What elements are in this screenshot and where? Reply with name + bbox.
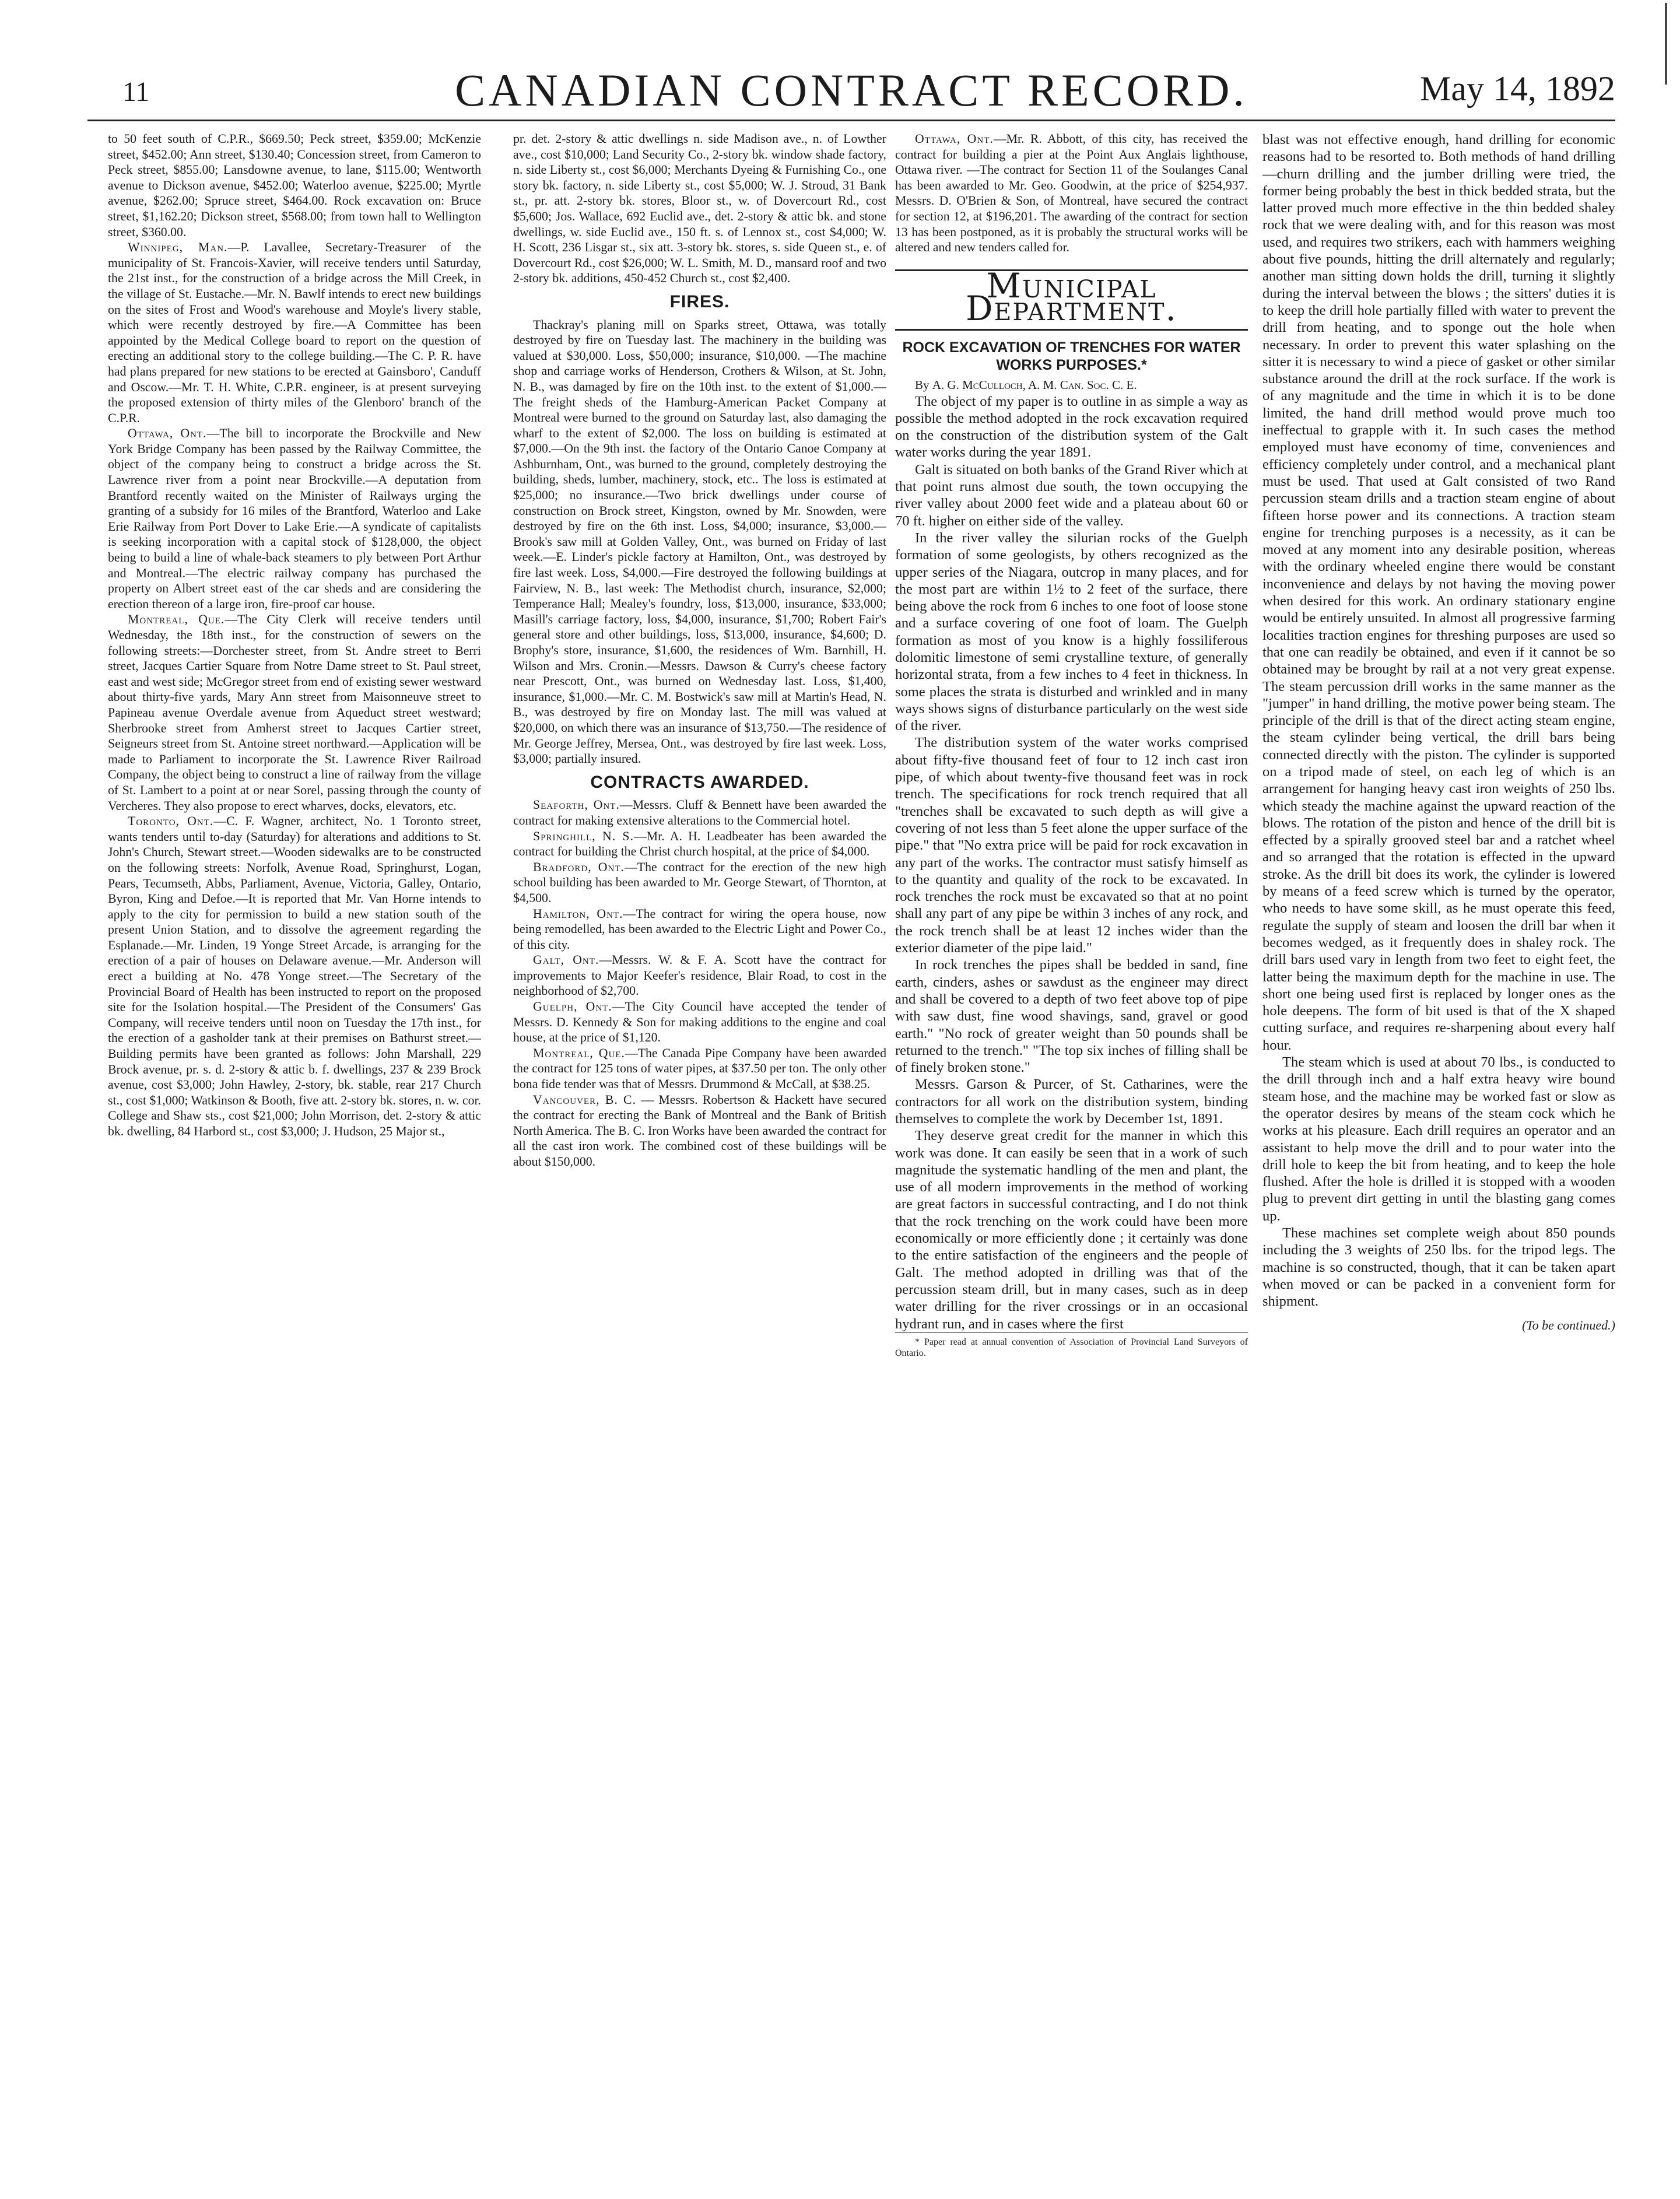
item-place: Galt, Ont. (533, 953, 599, 967)
article-body (895, 393, 1248, 1332)
article-paragraph: In the river valley the silurian rocks of the Guelph formation of some geologists, by others recognized as the upper series of the Niagara, outcrop in many places, and for the most part are within 1½ to 2 feet of the surface, there being above the rock from 6 inches to one foot of loose stone and a surface covering of one foot of loam. The Guelph formation as most of you know is a highly fossiliferous dolomitic limestone of semi crystalline texture, of generally horizontal strata, from a few inches to 4 feet in thickness. In some places the strata is disturbed and wrinkled and in many ways shows signs of disturbance particularly on the west side of the river. (895, 529, 1248, 734)
award-item (513, 797, 886, 828)
article-title: ROCK EXCAVATION OF TRENCHES FOR WATER WORKS PURPOSES.* (902, 339, 1241, 373)
article-paragraph: blast was not effective enough, hand drilling for economic reasons had to be resorted to. Both methods of hand drilling—churn drilling and the jumber drilling were tried, the former being probably the best in thick bedded strata, but the latter proved much more effective in the thin bedded shaley rock that we were dealing with, and for this reason was most used, and requires two strikers, each with hammers weighing about five pounds, hitting the drill alternately and regularly; another man sitting down holds the drill, turning it slightly during the interval between the blows ; the sitters' duties it is to keep the drill hole partially filled with water to prevent the drill from heating, and to sponge out the hole when necessary. In order to prevent this water splashing on the sitter it is necessary to wind a piece of gasket or other similar substance around the drill at the rock surface. If the work is of any magnitude and the time in which it is to be done limited, the hand drill method would prove much too ineffectual to grapple with it. In such cases the method employed must have economy of time, conveniences and efficiency completely under control, and a mechanical plant must be used. That used at Galt consisted of two Rand percussion steam drills and a traction steam engine of about fifteen horse power and its connections. A traction steam engine for trenching purposes is a necessity, as it can be moved at any moment into any desirable position, whereas with the ordinary wheeled engine there would be constant inconvenience and delays by not having the moving power when desired for this work. An ordinary stationary engine would be entirely unsuited. In almost all progressive farming localities traction engines for threshing purposes are used so that one can readily be obtained, and even if it cannot be so obtained may be brought by rail at a not very great expense. The steam percussion drill works in the same manner as the "jumper" in hand drilling, the motive power being steam. The principle of the drill is that of the direct acting steam engine, the steam cylinder being vertical, the drill bars being connected directly with the piston. The cylinder is supported on a tripod made of steel, on each leg of which is an arrangement for hanging heavy cast iron weights of 250 lbs. which steady the machine against the upward reaction of the blows. The rotation of the piston and hence of the drill bit is effected by a spirally grooved steel bar and a ratchet wheel and so arranged that the rotation is effected in the upward stroke. As the drill bit does its work, the cylinder is lowered by means of a feed screw which is turned by the operator, who needs to have some skill, as he must operate this feed, regulate the supply of steam and loosen the drill bar when it becomes wedged, as it frequently does in shaley rock. The drill bars used vary in length from two feet to eight feet, the latter being the maximum depth for the machine in use. The short one being used first is replaced by longer ones as the hole deepens. The form of bit used is that of the X shaped cutting surface, and requires re-sharpening about every half hour. (1262, 132, 1615, 1053)
item-place: Montreal, Que. (533, 1046, 625, 1060)
item-text: — Messrs. Robertson & Hackett have secured the contract for erecting the Bank of Montreal and the Bank of British North America. The B. C. Iron Works have been awarded the contract for all the cast iron work. The combined cost of these buildings will be about $150,000. (513, 1092, 886, 1169)
award-item (513, 829, 886, 860)
page-header (87, 64, 1615, 117)
article-paragraph: The object of my paper is to outline in as simple a way as possible the method adopted in the rock excavation required on the construction of the distribution system of the Galt water works during the year 1891. (895, 393, 1248, 461)
item-place: Springhill, N. S. (533, 829, 634, 843)
award-item (513, 952, 886, 999)
municipal-department-banner (895, 265, 1248, 331)
item-place: Seaforth, Ont. (533, 798, 620, 812)
fires-text: Thackray's planing mill on Sparks street, Ottawa, was totally destroyed by fire on Tuesday last. The machinery in the building was valued at $30,000. Loss, $50,000; insurance, $10,000. —The machine shop and carriage works of Henderson, Crothers & Wilson, at St. John, N. B., was damaged by fire on the 10th inst. to the extent of $1,000.—The freight sheds of the Hamburg-American Packet Company at Montreal were burned to the ground on Saturday last, also damaging the wharf to the extent of $2,000. The loss on building is estimated at $7,000.—On the 9th inst. the factory of the Ontario Canoe Company at Ashburnham, Ont., was burned to the ground, completely destroying the building, sheds, lumber, machinery, stock, etc.. The loss is estimated at $25,000; no insurance.—Two brick dwellings under course of construction on Brock street, Kingston, owned by Mr. Snowden, were destroyed by fire on the 6th inst. Loss, $4,000; insurance, $3,000.—Brook's saw mill at Golden Valley, Ont., was burned on Friday of last week.—E. Linder's pickle factory at Hamilton, Ont., was destroyed by fire last week. Loss, $4,000.—Fire destroyed the following buildings at Fairview, N. B., last week: The Methodist church, insurance, $2,000; Temperance Hall; Mealey's foundry, loss, $13,000, insurance, $33,000; Masill's carriage factory, loss, $4,000, insurance, $1,700; Robert Fair's general store and other buildings, loss, $13,000, insurance, $4,600; D. Brophy's store, insurance, $1,600, the residences of Wm. Barnhill, H. Wilson and Mrs. Cronin.—Messrs. Dawson & Curry's cheese factory near Prescott, Ont., was burned on Wednesday last. Loss, $1,400, insurance, $1,000.—Mr. C. M. Bostwick's saw mill at Martin's Head, N. B., was destroyed by fire on Monday last. The mill was valued at $20,000, on which there was an insurance of $13,750.—The residence of Mr. George Jeffrey, Mersea, Ont., was destroyed by fire last week. Loss, $3,000; partially insured. (513, 317, 886, 766)
news-item (108, 240, 481, 426)
item-text: —Mr. A. H. Leadbeater has been awarded the contract for building the Christ church hospital, at the price of $4,000. (513, 829, 886, 859)
masthead-title: CANADIAN CONTRACT RECORD. (455, 65, 1248, 115)
item-text: to 50 feet south of C.P.R., $669.50; Peck street, $359.00; McKenzie street, $452.00; Ann street, $130.40; Concession street, from Cameron to Peck street, $855.00; Lansdowne avenue, to lane, $115.00; Wentworth avenue to Dickson avenue, $452.00; Waterloo avenue, $225.00; Myrtle avenue, $262.00; Spruce street, $464.00. Rock excavation on: Bruce street, $1,162.20; Dickson street, $568.00; from town hall to Wellington street, $360.00. (108, 132, 481, 239)
item-text: —Mr. R. Abbott, of this city, has received the contract for building a pier at the Point Aux Anglais lighthouse, Ottawa river. —The contract for Section 11 of the Soulanges Canal has been awarded to Mr. Geo. Goodwin, at the price of $254,937. Messrs. D. O'Brien & Son, of Montreal, have secured the contract for section 12, at $196,201. The awarding of the contract for section 13 has been postponed, as it is probably the structural works will be altered and new tenders called for. (895, 132, 1248, 255)
column-1 (108, 131, 481, 2143)
municipal-department-heading: Municipal Department. (966, 265, 1177, 329)
item-place: Vancouver, B. C. (533, 1092, 637, 1107)
item-place: Bradford, Ont. (533, 860, 625, 874)
news-item (108, 131, 481, 240)
news-item: pr. det. 2-story & attic dwellings n. side Madison ave., n. of Lowther ave., cost $10,000; Land Security Co., 2-story bk. window shade factory, n. side Liberty st., cost $6,000; Merchants Dyeing & Furnishing Co., one story bk. factory, n. side Liberty st., cost $5,000; W. J. Stroud, 31 Bank st., pr. att. 2-story bk. stores, Bloor st., w. of Dovercourt Rd., cost $5,600; Jos. Wallace, 692 Euclid ave., det. 2-story & attic bk. and stone dwellings, w. side Euclid ave., 150 ft. s. of Lennox st., cost $4,000; W. H. Scott, 236 Lisgar st., six att. 3-story bk. stores, s. side Queen st., e. of Dovercourt Rd., cost $26,000; W. L. Smith, M. D., mansard roof and two 2-story bk. additions, 450-452 Church st., cost $2,400. (513, 132, 886, 286)
byline-prefix: By (915, 377, 930, 392)
news-item (108, 612, 481, 813)
column-2 (513, 131, 886, 2143)
item-place: Winnipeg, Man. (128, 240, 228, 255)
article-paragraph: Messrs. Garson & Purcer, of St. Catharines, were the contractors for all work on the distribution system, binding themselves to complete the work by December 1st, 1891. (895, 1076, 1248, 1127)
page-number: 11 (122, 76, 150, 107)
item-place: Ottawa, Ont. (128, 426, 207, 441)
article-byline (895, 377, 1248, 393)
award-item (513, 1092, 886, 1170)
item-text: —The City Council have accepted the tender of Messrs. D. Kennedy & Son for making additions to the engine and coal house, at the price of $1,120. (513, 999, 886, 1045)
item-text: —C. F. Wagner, architect, No. 1 Toronto street, wants tenders until to-day (Saturday) for alterations and additions to St. John's Church, Stewart street.—Wooden sidewalks are to be constructed on the following streets: Norfolk, Avenue Road, Springhurst, Logan, Pears, Tecumseth, Abbs, Parliament, Avenue, Victoria, Galley, Ontario, Byron, King and Defoe.—It is reported that Mr. Van Horne intends to apply to the city for permission to build a new station south of the present Union Station, and to dissolve the agreement regarding the Esplanade.—Mr. Linden, 19 Yonge Street Arcade, is arranging for the erection of a pair of houses on Delaware avenue.—Mr. Anderson will erect a building at No. 478 Yonge street.—The Secretary of the Provincial Board of Health has been instructed to report on the proposed site for the Isolation hospital.—The President of the Consumers' Gas Company, will receive tenders until noon on Tuesday the 17th inst., for the erection of a gasholder tank at their premises on Bathurst street.—Building permits have been granted as follows: John Marshall, 229 Brock avenue, pr. s. d. 2-story & attic b. f. dwellings, 237 & 239 Brock avenue, cost $3,000; John Hawley, 2-story, bk. stable, rear 217 Church st., cost $1,000; Watkinson & Booth, five att. 2-story bk. stores, n. w. cor. College and Shaw sts., cost $21,000; John Morrison, det. 2-story & attic bk. dwelling, 84 Harbord st., cost $3,000; J. Hudson, 25 Major st., (108, 814, 481, 1138)
award-item (513, 999, 886, 1046)
item-place: Guelph, Ont. (533, 999, 612, 1014)
contracts-awarded-heading: CONTRACTS AWARDED. (590, 772, 809, 792)
article-paragraph: They deserve great credit for the manner in which this work was done. It can easily be seen that in a work of such magnitude the systematic handling of the men and plant, the use of all modern improvements in the method of working are great factors in successful contracting, and I do not think that the rock trenching on the work could have been more economically or more efficiently done ; it certainly was done to the entire satisfaction of the engineers and the people of Galt. The method adopted in drilling was that of the percussion steam drill, but in many cases, such as in deep water drilling for the river crossings or in an occasional hydrant run, and in cases where the first (895, 1128, 1248, 1332)
article-paragraph: These machines set complete weigh about 850 pounds including the 3 weights of 250 lbs. for the tripod legs. The machine is so constructed, though, that it can be taken apart when moved or can be packed in a convenient form for shipment. (1262, 1225, 1615, 1310)
fires-heading: FIRES. (669, 292, 730, 311)
article-paragraph: Galt is situated on both banks of the Grand River which at that point runs almost due south, the town occupying the river valley about 2000 feet wide and a plateau about 60 or 70 ft. higher on either side of the valley. (895, 461, 1248, 529)
item-text: —The Canada Pipe Company have been awarded the contract for 125 tons of water pipes, at $37.50 per ton. The only other bona fide tender was that of Messrs. Drummond & McCall, at $38.25. (513, 1046, 886, 1092)
award-item (513, 906, 886, 953)
article-footnote: * Paper read at annual convention of Association of Provincial Land Surveyors of Ontario. (895, 1332, 1248, 1359)
to-be-continued: (To be continued.) (1522, 1318, 1615, 1333)
item-place: Ottawa, Ont. (915, 132, 994, 146)
publication-date: May 14, 1892 (1420, 69, 1615, 108)
column-3 (895, 131, 1248, 2143)
header-rule (87, 120, 1615, 121)
item-place: Hamilton, Ont. (533, 906, 623, 921)
item-text: —The City Clerk will receive tenders until Wednesday, the 18th inst., for the construction of sewers on the following streets:—Dorchester street, from St. Andre street to Berri street, Jacques Cartier Square from Notre Dame street to St. Paul street, east and west side; McGregor street from end of existing sewer westward about thirty-five yards, Mary Ann street from Maisonneuve street to Papineau avenue Overdale avenue from Aqueduct street westward; Sherbrooke street from Amherst street to Jacques Cartier street, Seigneurs street from St. Antoine street northward.—Application will be made to Parliament to incorporate the St. Lawrence River Railroad Company, the object being to construct a line of railway from the village of St. Lambert to a point at or near Sorel, passing through the county of Vercheres. They also propose to erect wharves, docks, elevators, etc. (108, 612, 481, 813)
item-text: —Messrs. W. & F. A. Scott have the contract for improvements to Major Keefer's residence, Blair Road, to cost in the neighborhood of $2,700. (513, 953, 886, 998)
item-place: Montreal, Que. (128, 612, 225, 627)
byline-author: A. G. McCulloch, A. M. Can. Soc. C. E. (932, 377, 1137, 392)
item-text: —P. Lavallee, Secretary-Treasurer of the municipality of St. Francois-Xavier, will receive tenders until Saturday, the 21st inst., for the construction of a bridge across the Mill Creek, in the village of St. Eustache.—Mr. N. Bawlf intends to erect new buildings on the sites of Frost and Wood's warehouse and Moyle's livery stable, which were recently destroyed by fire.—A Committee has been appointed by the Medical College board to report on the question of erecting an additional story to the college building.—The C. P. R. have had plans prepared for new stations to be erected at Gainsboro', Canduff and Oscow.—Mr. T. H. White, C.P.R. engineer, is at present surveying the proposed extension of thirty miles of the Glenboro' branch of the C.P.R. (108, 240, 481, 425)
award-item (895, 131, 1248, 255)
item-text: —The contract for wiring the opera house, now being remodelled, has been awarded to the Electric Light and Power Co., of this city. (513, 906, 886, 952)
article-paragraph: The distribution system of the water works comprised about fifty-five thousand feet of four to 12 inch cast iron pipe, of which about twenty-five thousand feet was in rock trench. The specifications for rock trench required that all "trenches shall be excavated to such depth as will give a covering of not less than 5 feet alone the upper surface of the pipe." that "No extra price will be paid for rock excavation in any part of the works. The contractor must satisfy himself as to the quantity and quality of the rock to be excavated. In rock trenches the rock must be excavated so that at no point shall any part of any pipe be within 3 inches of any rock, and the rock trench shall be at least 12 inches wider than the exterior diameter of the pipe laid." (895, 735, 1248, 956)
news-item (108, 426, 481, 612)
item-text: —The bill to incorporate the Brockville and New York Bridge Company has been passed by the Railway Committee, the object of the company being to construct a bridge across the St. Lawrence river from a point near Brockville.—A deputation from Brantford recently waited on the Minister of Railways urging the granting of a subsidy for 16 miles of the Brantford, Waterloo and Lake Erie Railway from Port Dover to Lake Erie.—A syndicate of capitalists is seeking incorporation with a capital stock of $128,000, the object being to build a line of whale-back steamers to ply between Port Arthur and Montreal.—The electric railway company has purchased the property on Albert street east of the car sheds and are considering the erection thereon of a large iron, fire-proof car house. (108, 426, 481, 611)
article-paragraph: The steam which is used at about 70 lbs., is conducted to the drill through inch and a half extra heavy wire bound steam hose, and the machine may be worked fast or slow as the operator desires by means of the steam cock which he works at his pleasure. Each drill requires an operator and an assistant to help move the drill and to pour water into the drill hole to keep the bit from heating, and to keep the hole flushed. After the hole is drilled it is stopped with a wooden plug to prevent dirt getting in until the blasting gang comes up. (1262, 1054, 1615, 1224)
award-item (513, 860, 886, 906)
item-text: —Messrs. Cluff & Bennett have been awarded the contract for making extensive alterations to the Commercial hotel. (513, 798, 886, 827)
item-place: Toronto, Ont. (128, 814, 214, 829)
article-paragraph: In rock trenches the pipes shall be bedded in sand, fine earth, cinders, ashes or sawdust as the engineer may direct and shall be covered to a depth of two feet above top of pipe with saw dust, fine wood shavings, sand, gravel or good earth." "No rock of greater weight than 50 pounds shall be returned to the trench." "The top six inches of filling shall be of finely broken stone." (895, 957, 1248, 1076)
award-item (513, 1046, 886, 1092)
column-4 (1262, 131, 1615, 2143)
item-text: —The contract for the erection of the new high school building has been awarded to Mr. George Stewart, of Thornton, at $4,500. (513, 860, 886, 905)
news-item (108, 813, 481, 1139)
edge-mark (1665, 3, 1667, 85)
